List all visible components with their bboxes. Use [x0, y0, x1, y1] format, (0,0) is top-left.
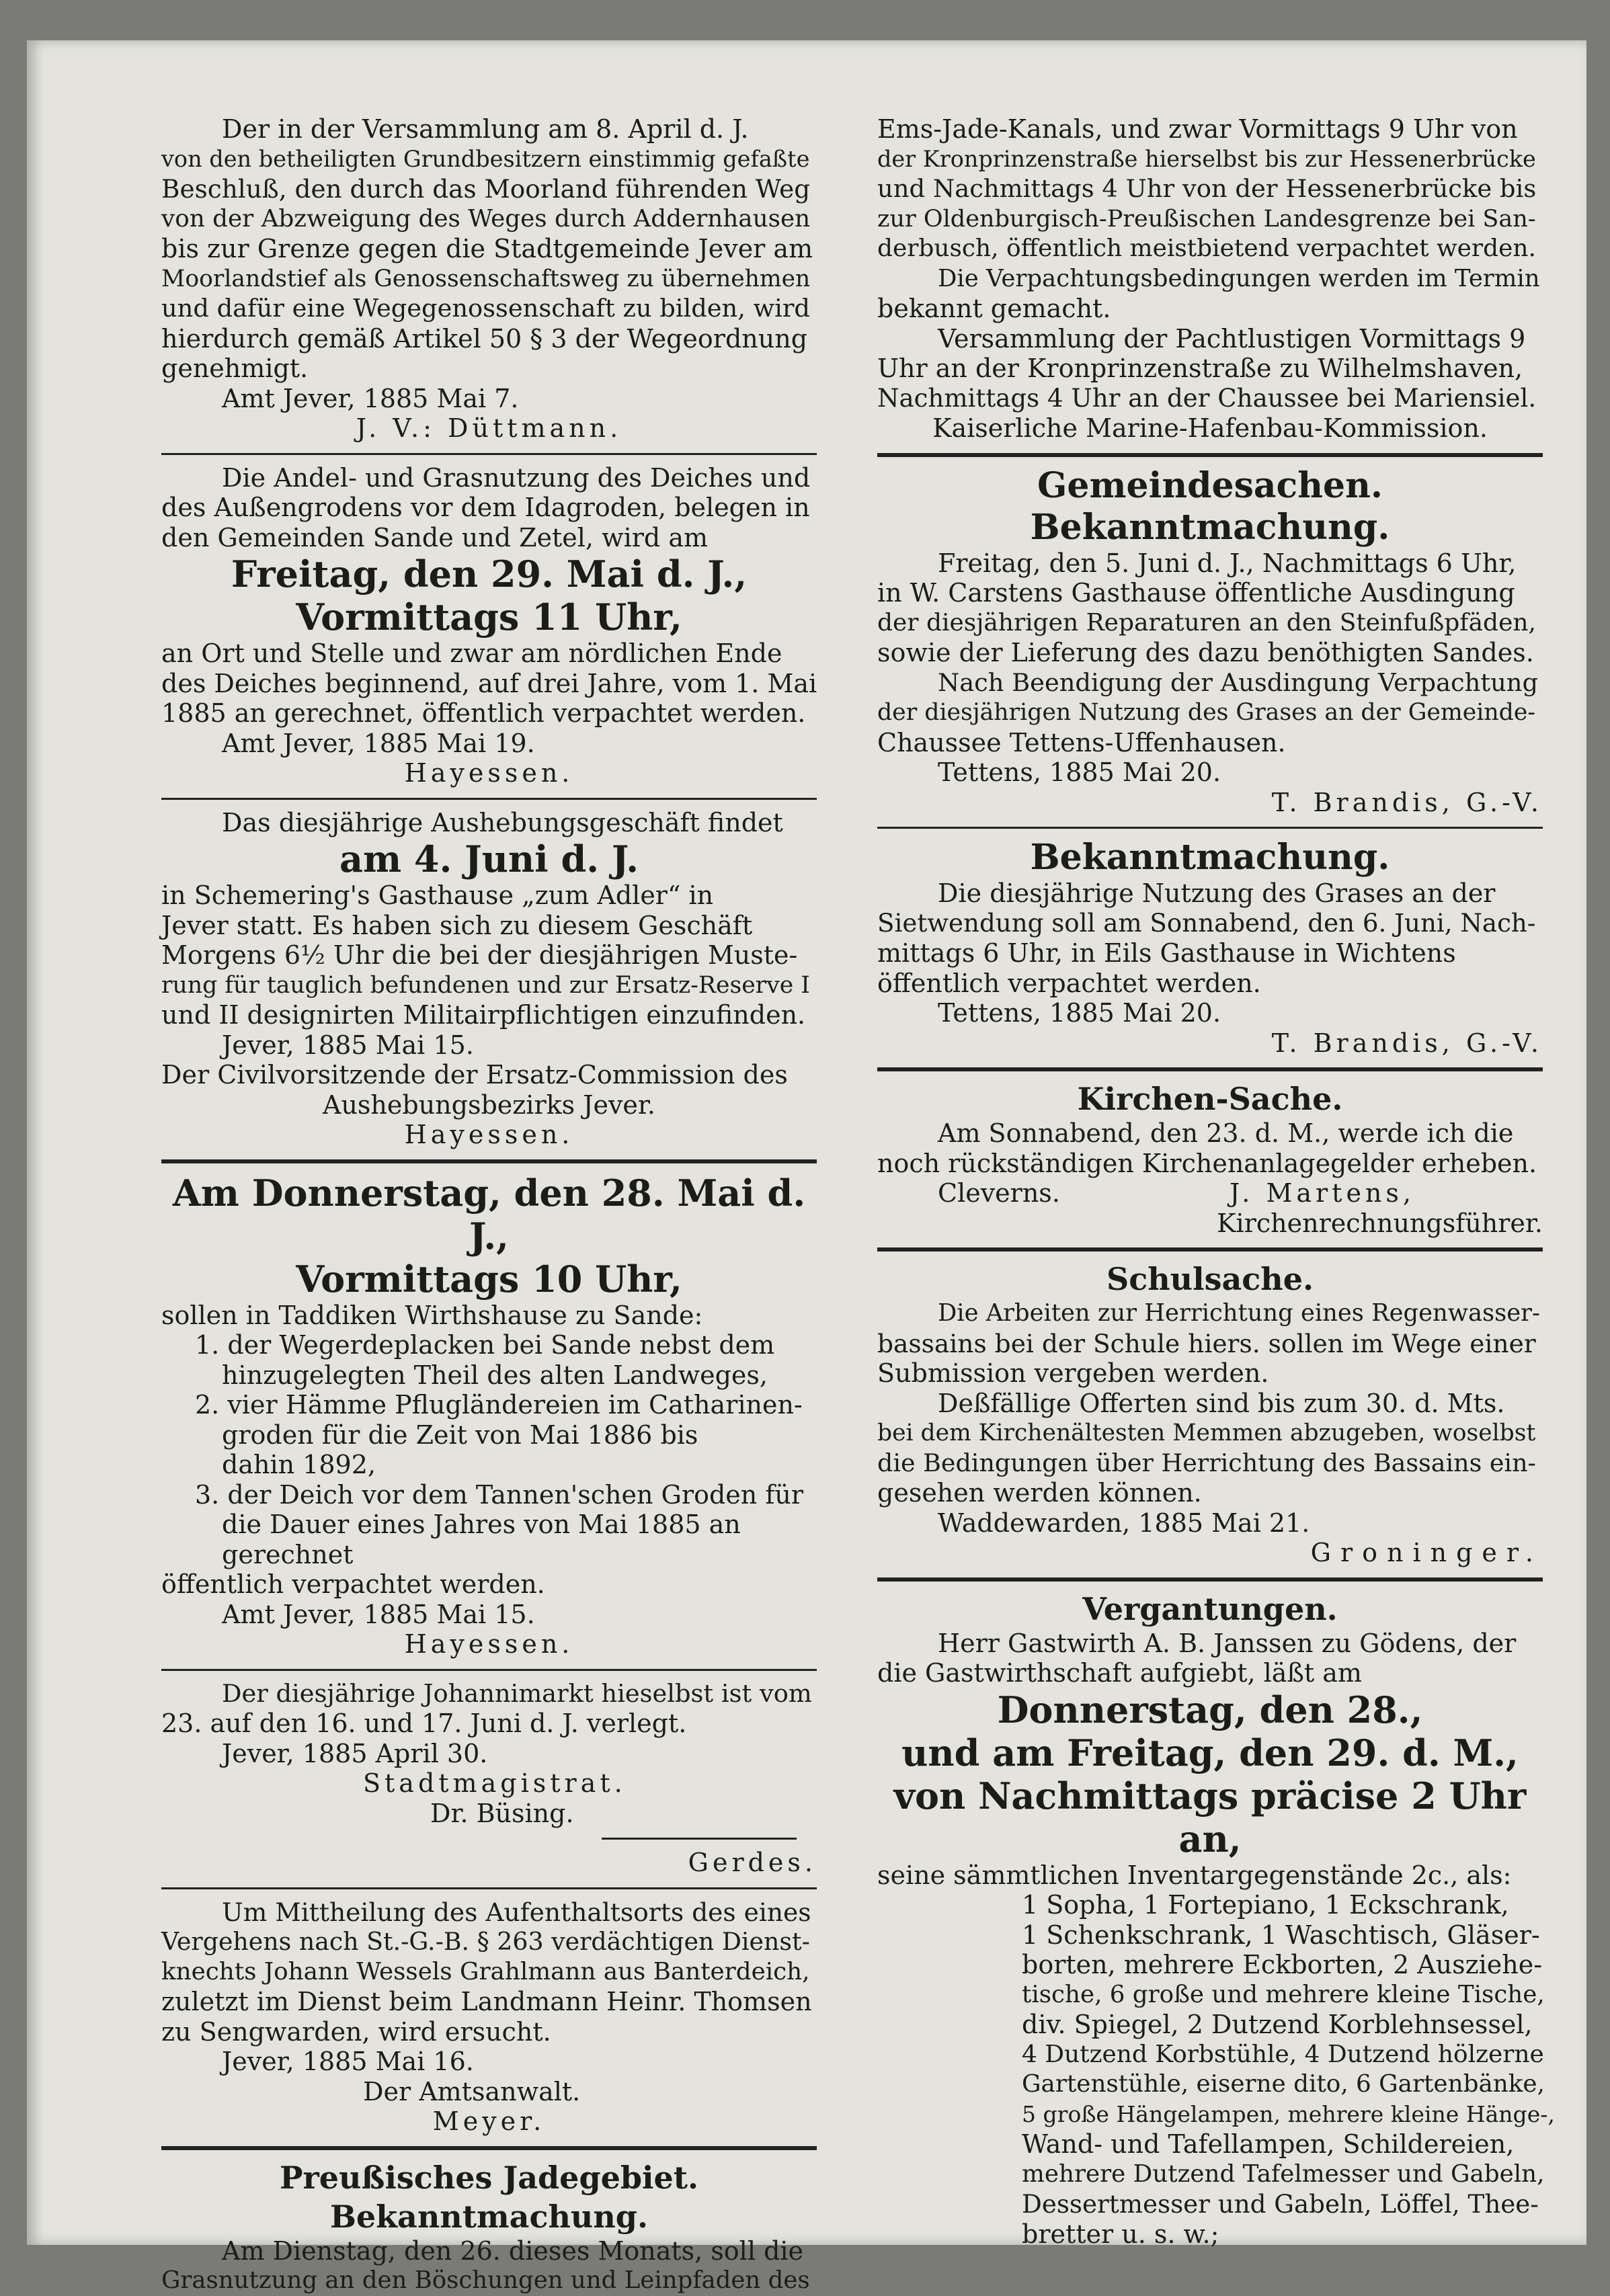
- text-line: Ems-Jade-Kanals, und zwar Vormittags 9 Uhr von: [877, 114, 1518, 144]
- place-date: [938, 1178, 1543, 1208]
- time-heading: von Nachmittags präcise 2 Uhr an,: [893, 1774, 1527, 1860]
- text-line: Der diesjährige Johannimarkt hieselbst ist vom: [222, 1678, 812, 1708]
- text-line: Jever statt. Es haben sich zu diesem Geschäft: [161, 910, 753, 940]
- divider: [877, 1247, 1543, 1252]
- place: Cleverns.: [938, 1178, 1060, 1208]
- text-line: der diesjährigen Nutzung des Grases an der Gemeinde-: [877, 699, 1536, 726]
- right-column: [877, 114, 1555, 2249]
- text-line: und II designirten Militairpflichtigen einzufinden.: [161, 1000, 806, 1030]
- text-line: Die Andel- und Grasnutzung des Deiches und: [222, 462, 811, 493]
- text-line: zu Sengwarden, wird ersucht.: [161, 2016, 551, 2047]
- notice-kanal-verpachtung: [877, 114, 1543, 444]
- list-item: borten, mehrere Eckborten, 2 Ausziehe-: [1022, 1950, 1543, 1979]
- text-line: Am Dienstag, den 26. dieses Monats, soll die: [222, 2236, 804, 2266]
- signature: T. Brandis, G.-V.: [1271, 787, 1543, 817]
- text-line: Nach Beendigung der Ausdingung Verpachtung: [938, 667, 1539, 697]
- divider: [161, 1159, 817, 1163]
- date-heading: Freitag, den 29. Mai d. J.,: [231, 552, 748, 596]
- list-item: bretter u. s. w.;: [1022, 2219, 1219, 2249]
- place-date: Jever, 1885 Mai 16.: [222, 2047, 474, 2076]
- text-line: des Außengrodens vor dem Idagroden, belegen in: [161, 493, 810, 522]
- text-line: 1885 an gerechnet, öffentlich verpachtet werden.: [161, 698, 806, 728]
- text-line: Versammlung der Pachtlustigen Vormittags 9: [938, 323, 1526, 354]
- text-line: Um Mittheilung des Aufenthaltsorts des eines: [222, 1897, 811, 1927]
- text-line: Moorlandstief als Genossenschaftsweg zu übernehmen: [161, 265, 811, 292]
- notice-vergantungen: [877, 1590, 1555, 2250]
- list-item: 1 Schenkschrank, 1 Waschtisch, Gläser-: [1022, 1920, 1540, 1950]
- list-item: Wand- und Tafellampen, Schildereien,: [1022, 2129, 1515, 2159]
- text-line: des Deiches beginnend, auf drei Jahre, vom 1. Mai: [161, 668, 817, 698]
- divider: [877, 1577, 1543, 1582]
- text-line: noch rückständigen Kirchenanlagegelder erheben.: [877, 1148, 1537, 1178]
- notice-wegegenossenschaft: [161, 114, 817, 444]
- place-date: Waddewarden, 1885 Mai 21.: [938, 1508, 1310, 1538]
- signature: T. Brandis, G.-V.: [1271, 1028, 1543, 1058]
- divider: [161, 798, 817, 800]
- left-column: [161, 114, 817, 2296]
- text-line: und dafür eine Wegegenossenschaft zu bilden, wird: [161, 294, 810, 323]
- divider: [161, 2146, 817, 2150]
- text-line: mittags 6 Uhr, in Eils Gasthause in Wichtens: [877, 938, 1456, 968]
- text-line: gesehen werden können.: [877, 1478, 1202, 1508]
- date-heading: am 4. Juni d. J.: [339, 837, 639, 880]
- text-line: zur Oldenburgisch-Preußischen Landesgrenze bei San-: [877, 204, 1536, 233]
- list-item: 4 Dutzend Korbstühle, 4 Dutzend hölzerne: [1022, 2040, 1544, 2068]
- section-heading: Bekanntmachung.: [1030, 837, 1390, 878]
- section-heading: Preußisches Jadegebiet.: [279, 2159, 699, 2196]
- text-line: Am Sonnabend, den 23. d. M., werde ich die: [938, 1118, 1514, 1148]
- list-item: die Dauer eines Jahres von Mai 1885 an: [222, 1510, 741, 1539]
- notice-schulsache: [877, 1260, 1543, 1568]
- signature: Dr. Büsing.: [430, 1798, 574, 1828]
- signature: Kirchenrechnungsführer.: [1217, 1208, 1543, 1238]
- text-line: Beschluß, den durch das Moorland führenden Weg: [161, 174, 811, 204]
- notice-sietwendung: [877, 837, 1543, 1058]
- signature: Kaiserliche Marine-Hafenbau-Kommission.: [932, 413, 1488, 443]
- text-line: sowie der Lieferung des dazu benöthigten Sandes.: [877, 638, 1534, 667]
- text-line: die Bedingungen über Herrichtung des Bassains ein-: [877, 1448, 1536, 1477]
- text-line: Nachmittags 4 Uhr an der Chaussee bei Mariensiel.: [877, 383, 1537, 413]
- notice-fahndung: [161, 1897, 817, 2137]
- text-line: der Kronprinzenstraße hierselbst bis zur Hessenerbrücke: [877, 145, 1536, 172]
- text-line: öffentlich verpachtet werden.: [161, 1569, 545, 1599]
- divider: [161, 1887, 817, 1889]
- divider: [161, 1669, 817, 1671]
- date-heading: und am Freitag, den 29. d. M.,: [901, 1731, 1519, 1774]
- text-line: bassains bei der Schule hiers. sollen im Wege einer: [877, 1328, 1536, 1358]
- text-line: Die Arbeiten zur Herrichtung eines Regenwasser-: [938, 1299, 1540, 1327]
- list-item: tische, 6 große und mehrere kleine Tische,: [1022, 1980, 1545, 2008]
- notice-kirchensache: [877, 1079, 1543, 1238]
- signature: Hayessen.: [404, 758, 574, 788]
- text-line: Die Verpachtungsbedingungen werden im Termin: [938, 264, 1540, 292]
- text-line: von der Abzweigung des Weges durch Addernhausen: [161, 204, 811, 233]
- text-line: öffentlich verpachtet werden.: [877, 968, 1261, 998]
- signature: Hayessen.: [404, 1120, 574, 1149]
- text-line: Grasnutzung an den Böschungen und Leinpfaden des: [161, 2266, 810, 2294]
- text-line: Das diesjährige Aushebungsgeschäft findet: [222, 807, 783, 837]
- place-date: Jever, 1885 Mai 15.: [222, 1030, 474, 1060]
- signature: J. Martens,: [1230, 1178, 1415, 1208]
- text-line: sollen in Taddiken Wirthshause zu Sande:: [161, 1300, 703, 1330]
- signature: J. V.: Düttmann.: [356, 413, 622, 443]
- text-line: Vergehens nach St.-G.-B. § 263 verdächtigen Dienst-: [161, 1927, 810, 1956]
- text-line: Chaussee Tettens-Uffenhausen.: [877, 727, 1286, 757]
- text-line: Die diesjährige Nutzung des Grases an der: [938, 878, 1496, 908]
- text-line: knechts Johann Wessels Grahlmann aus Banterdeich,: [161, 1957, 810, 1985]
- list-item: 1 Sopha, 1 Fortepiano, 1 Eckschrank,: [1022, 1890, 1509, 1920]
- list-item: hinzugelegten Theil des alten Landweges,: [222, 1360, 768, 1390]
- signature: Groninger.: [1310, 1538, 1543, 1567]
- place-date: Amt Jever, 1885 Mai 7.: [222, 383, 519, 413]
- time-heading: Vormittags 11 Uhr,: [296, 596, 682, 639]
- text-line: der diesjährigen Reparaturen an den Steinfußpfäden,: [877, 608, 1536, 637]
- notice-verpachtung-sande: [161, 1172, 817, 1659]
- list-item: 2. vier Hämme Pflugländereien im Catharinen-: [195, 1390, 803, 1420]
- place-date: Amt Jever, 1885 Mai 19.: [222, 728, 535, 758]
- time-heading: Vormittags 10 Uhr,: [296, 1257, 682, 1301]
- text-line: derbusch, öffentlich meistbietend verpachtet werden.: [877, 235, 1536, 262]
- section-heading: Schulsache.: [1106, 1261, 1314, 1297]
- divider: [877, 453, 1543, 457]
- divider: [161, 453, 817, 455]
- text-line: an Ort und Stelle und zwar am nördlichen Ende: [161, 639, 782, 668]
- notice-johannimarkt: [161, 1679, 817, 1878]
- notice-gemeindesachen: [877, 465, 1543, 818]
- text-line: zuletzt im Dienst beim Landmann Heinr. Thomsen: [161, 1987, 812, 2016]
- divider: [877, 827, 1543, 829]
- text-line: Freitag, den 5. Juni d. J., Nachmittags 6 Uhr,: [938, 548, 1517, 578]
- text-line: rung für tauglich befundenen und zur Ersatz-Reserve I: [161, 971, 810, 999]
- divider: [877, 1067, 1543, 1071]
- text-line: in W. Carstens Gasthause öffentliche Ausdingung: [877, 578, 1515, 608]
- list-item: Dessertmesser und Gabeln, Löffel, Thee-: [1022, 2189, 1539, 2219]
- notice-aushebung: [161, 808, 817, 1150]
- notice-jadegebiet: [161, 2158, 817, 2296]
- text-line: Herr Gastwirth A. B. Janssen zu Gödens, der: [938, 1628, 1517, 1658]
- signature: Hayessen.: [404, 1629, 574, 1659]
- notice-grasnutzung-deich: [161, 463, 817, 788]
- text-line: und Nachmittags 4 Uhr von der Hessenerbrücke bis: [877, 174, 1537, 203]
- signature: Der Amtsanwalt.: [363, 2076, 581, 2106]
- list-item: mehrere Dutzend Tafelmesser und Gabeln,: [1022, 2160, 1545, 2188]
- signature: Gerdes.: [688, 1848, 817, 1877]
- date-heading: Am Donnerstag, den 28. Mai d. J.,: [172, 1171, 806, 1258]
- section-subheading: Bekanntmachung.: [1030, 506, 1390, 548]
- text-line: bei dem Kirchenältesten Memmen abzugeben, woselbst: [877, 1420, 1536, 1446]
- place-date: Tettens, 1885 Mai 20.: [938, 757, 1221, 787]
- section-subheading: Bekanntmachung.: [330, 2198, 648, 2235]
- list-item: groden für die Zeit von Mai 1886 bis: [222, 1420, 698, 1450]
- text-line: den Gemeinden Sande und Zetel, wird am: [161, 522, 709, 552]
- list-item: 3. der Deich vor dem Tannen'schen Groden für: [195, 1479, 804, 1510]
- place-date: Jever, 1885 April 30.: [222, 1738, 488, 1768]
- section-heading: Kirchen-Sache.: [1077, 1081, 1343, 1117]
- text-line: bekannt gemacht.: [877, 294, 1111, 323]
- text-line: genehmigt.: [161, 354, 309, 383]
- signature: Meyer.: [432, 2106, 546, 2136]
- text-line: Uhr an der Kronprinzenstraße zu Wilhelmshaven,: [877, 354, 1523, 383]
- place-date: Amt Jever, 1885 Mai 15.: [222, 1599, 535, 1629]
- signature: Stadtmagistrat.: [363, 1768, 627, 1798]
- date-heading: Donnerstag, den 28.,: [997, 1688, 1423, 1731]
- text-line: hierdurch gemäß Artikel 50 § 3 der Wegeordnung: [161, 323, 808, 354]
- list-item: dahin 1892,: [222, 1450, 376, 1479]
- text-line: in Schemering's Gasthause „zum Adler“ in: [161, 880, 714, 910]
- section-heading: Vergantungen.: [1082, 1590, 1338, 1627]
- text-line: Der in der Versammlung am 8. April d. J.: [222, 114, 749, 144]
- list-item: 1. der Wegerdeplacken bei Sande nebst dem: [195, 1330, 775, 1360]
- list-item: Gartenstühle, eiserne dito, 6 Gartenbänke,: [1022, 2070, 1545, 2098]
- text-line: 23. auf den 16. und 17. Juni d. J. verlegt.: [161, 1709, 687, 1738]
- text-line: von den betheiligten Grundbesitzern einstimmig gefaßte: [161, 145, 810, 172]
- text-line: Deßfällige Offerten sind bis zum 30. d. Mts.: [938, 1388, 1505, 1418]
- text-line: Sietwendung soll am Sonnabend, den 6. Juni, Nach-: [877, 908, 1536, 938]
- signature-line: [602, 1838, 797, 1840]
- list-item: div. Spiegel, 2 Dutzend Korblehnsessel,: [1022, 2010, 1533, 2039]
- text-line: die Gastwirthschaft aufgiebt, läßt am: [877, 1658, 1362, 1688]
- list-item: gerechnet: [222, 1539, 354, 1569]
- section-heading: Gemeindesachen.: [1037, 464, 1383, 506]
- text-line: Submission vergeben werden.: [877, 1358, 1269, 1388]
- place-date: Tettens, 1885 Mai 20.: [938, 998, 1221, 1028]
- text-line: seine sämmtlichen Inventargegenstände 2c., als:: [877, 1860, 1512, 1890]
- signature: Der Civilvorsitzende der Ersatz-Commission des: [161, 1060, 788, 1090]
- text-line: Morgens 6½ Uhr die bei der diesjährigen Muste-: [161, 940, 798, 970]
- text-line: bis zur Grenze gegen die Stadtgemeinde Jever am: [161, 234, 813, 263]
- list-item: 5 große Hängelampen, mehrere kleine Hänge-,: [1022, 2100, 1555, 2127]
- signature: Aushebungsbezirks Jever.: [323, 1090, 655, 1120]
